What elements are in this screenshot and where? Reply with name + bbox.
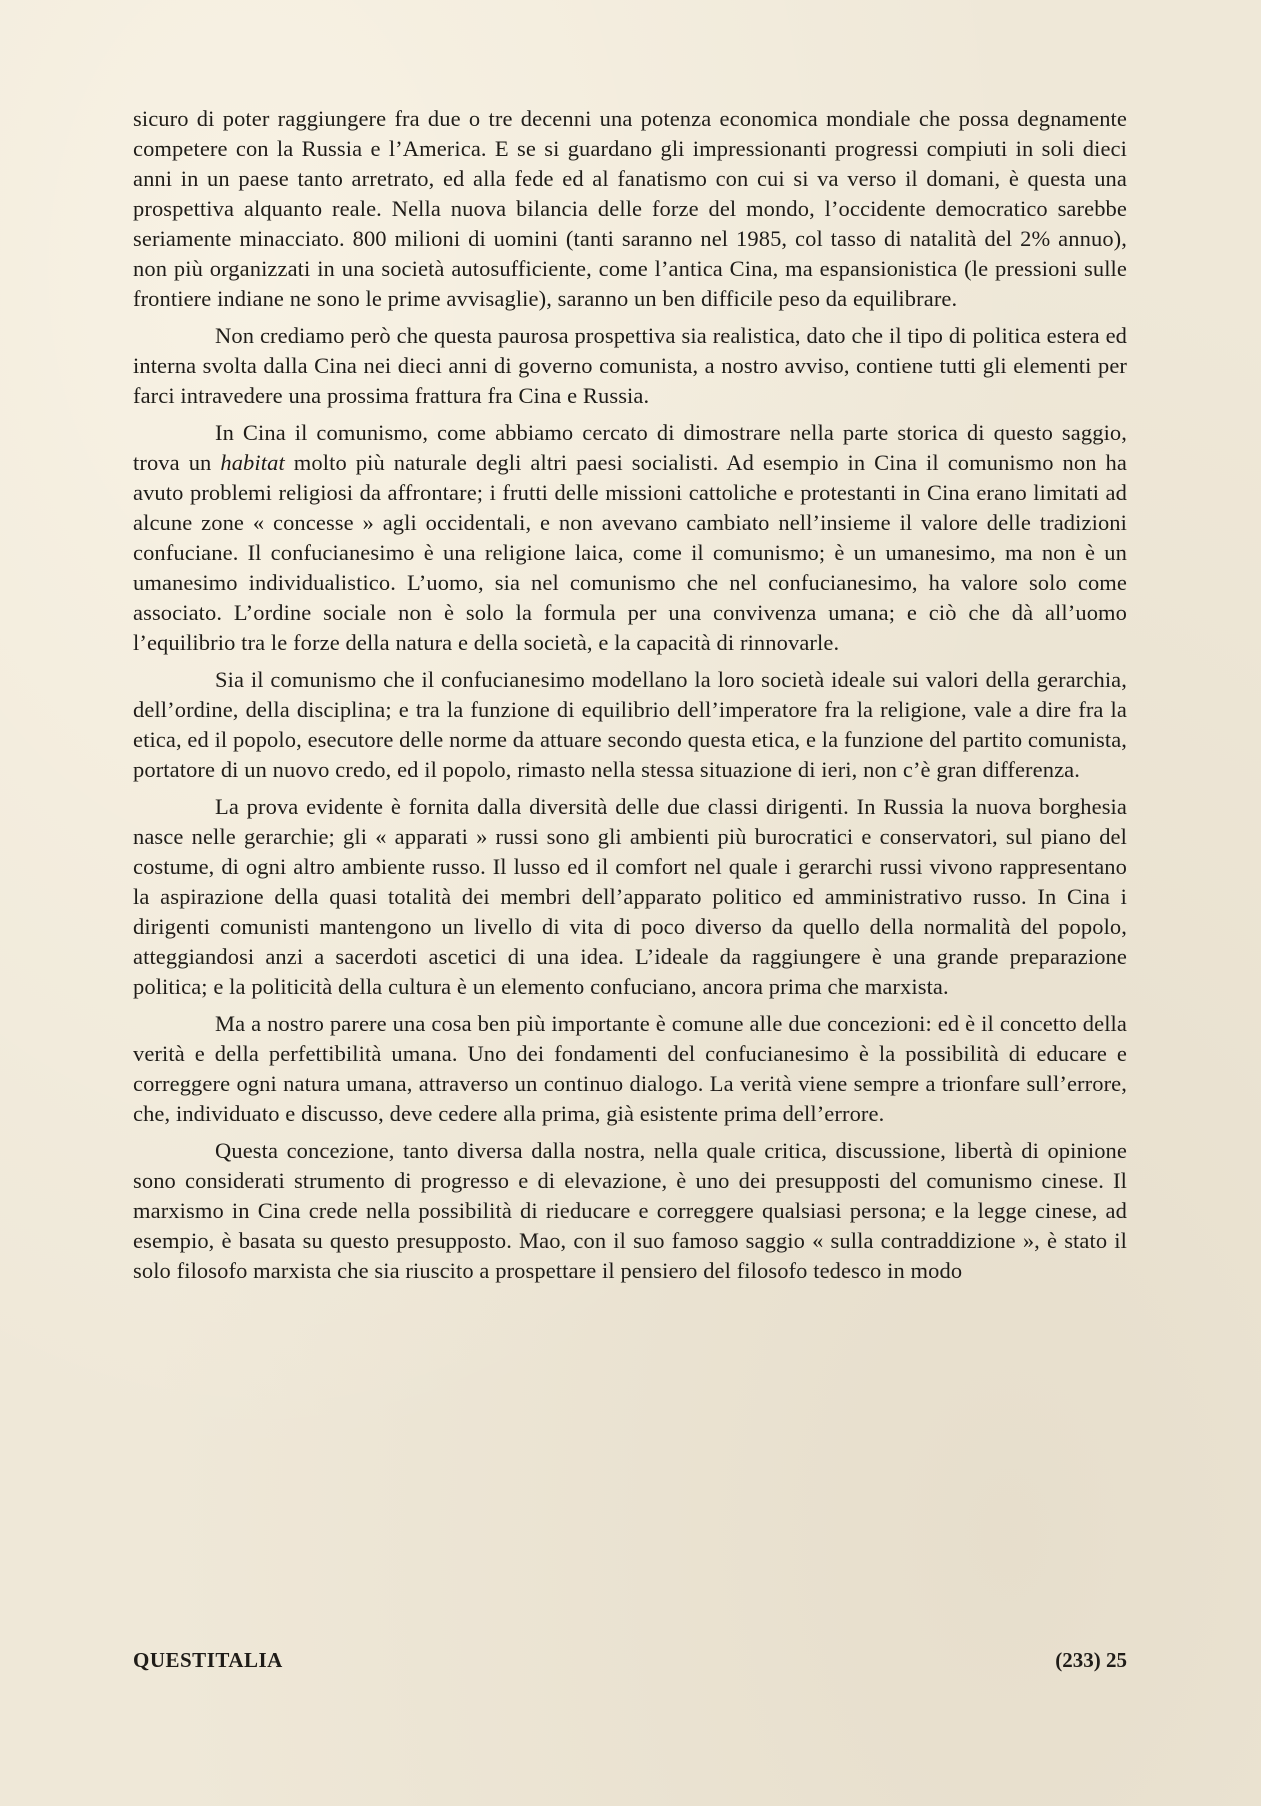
paragraph-text: La prova evidente è fornita dalla diversità delle due classi dirigenti. In Russia la nuova borghesia nasce nelle gerarchie; gli « apparati » russi sono gli ambienti più burocratici e conservatori, sul piano del costume, di ogni altro ambiente russo. Il lusso ed il comfort nel quale i gerarchi russi vivono rappresentano la aspirazione della quasi totalità dei membri dell’apparato politico ed amministrativo russo. In Cina i dirigenti comunisti mantengono un livello di vita di poco diverso da quello della normalità del popolo, atteggiandosi anzi a sacerdoti ascetici di una idea. L’ideale da raggiungere è una grande preparazione politica; e la politicità della cultura è un elemento confuciano, ancora prima che marxista. [133,794,1127,999]
paragraph-text: molto più naturale degli altri paesi socialisti. Ad esempio in Cina il comunismo non ha avuto problemi religiosi da affrontare; i frutti delle missioni cattoliche e protestanti in Cina erano limitati ad alcune zone « concesse » agli occidentali, e non avevano cambiato nell’insieme il valore delle tradizioni confuciane. Il confucianesimo è una religione laica, come il comunismo; è un umanesimo, ma non è un umanesimo individualistico. L’uomo, sia nel comunismo che nel confucianesimo, ha valore solo come associato. L’ordine sociale non è solo la formula per una convivenza umana; e ciò che dà all’uomo l’equilibrio tra le forze della natura e della società, e la capacità di rinnovarle. [133,450,1127,655]
paragraph [133,665,1127,785]
paragraph-text: Ma a nostro parere una cosa ben più importante è comune alle due concezioni: ed è il concetto della verità e della perfettibilità umana. Uno dei fondamenti del confucianesimo è la possibilità di educare e correggere ogni natura umana, attraverso un continuo dialogo. La verità viene sempre a trionfare sull’errore, che, individuato e discusso, deve cedere alla prima, già esistente prima dell’errore. [133,1011,1127,1126]
paragraph [133,104,1127,314]
paragraph-text: Non crediamo però che questa paurosa prospettiva sia realistica, dato che il tipo di politica estera ed interna svolta dalla Cina nei dieci anni di governo comunista, a nostro avviso, contiene tutti gli elementi per farci intravedere una prossima frattura fra Cina e Russia. [133,323,1127,408]
paragraph [133,321,1127,411]
article-body [133,104,1127,1293]
paragraph-text: Questa concezione, tanto diversa dalla nostra, nella quale critica, discussione, libertà di opinione sono considerati strumento di progresso e di elevazione, è uno dei presupposti del comunismo cinese. Il marxismo in Cina crede nella possibilità di rieducare e correggere qualsiasi persona; e la legge cinese, ad esempio, è basata su questo presupposto. Mao, con il suo famoso saggio « sulla contraddizione », è stato il solo filosofo marxista che sia riuscito a prospettare il pensiero del filosofo tedesco in modo [133,1138,1127,1283]
italic-text: habitat [220,450,285,475]
paragraph [133,1009,1127,1129]
journal-title: QUESTITALIA [133,1648,283,1672]
paragraph-text: Sia il comunismo che il confucianesimo modellano la loro società ideale sui valori della gerarchia, dell’ordine, della disciplina; e tra la funzione di equilibrio dell’imperatore fra la religione, vale a dire fra la etica, ed il popolo, esecutore delle norme da attuare secondo questa etica, e la funzione del partito comunista, portatore di un nuovo credo, ed il popolo, rimasto nella stessa situazione di ieri, non c’è gran differenza. [133,667,1127,782]
paragraph [133,792,1127,1002]
paragraph-text: sicuro di poter raggiungere fra due o tre decenni una potenza economica mondiale che possa degnamente competere con la Russia e l’America. E se si guardano gli impressionanti progressi compiuti in soli dieci anni in un paese tanto arretrato, ed alla fede ed al fanatismo con cui si va verso il domani, è questa una prospettiva alquanto reale. Nella nuova bilancia delle forze del mondo, l’occidente democratico sarebbe seriamente minacciato. 800 milioni di uomini (tanti saranno nel 1985, col tasso di natalità del 2% annuo), non più organizzati in una società autosufficiente, come l’antica Cina, ma espansionistica (le pressioni sulle frontiere indiane ne sono le prime avvisaglie), saranno un ben difficile peso da equilibrare. [133,106,1127,311]
paragraph-text: In Cina il comunismo, come abbiamo cercato di dimostrare nella parte storica di questo saggio, trova un [133,420,1127,475]
paragraph [133,418,1127,658]
page-footer [133,1648,1127,1678]
page-number: (233) 25 [1055,1648,1127,1672]
paragraph [133,1136,1127,1286]
